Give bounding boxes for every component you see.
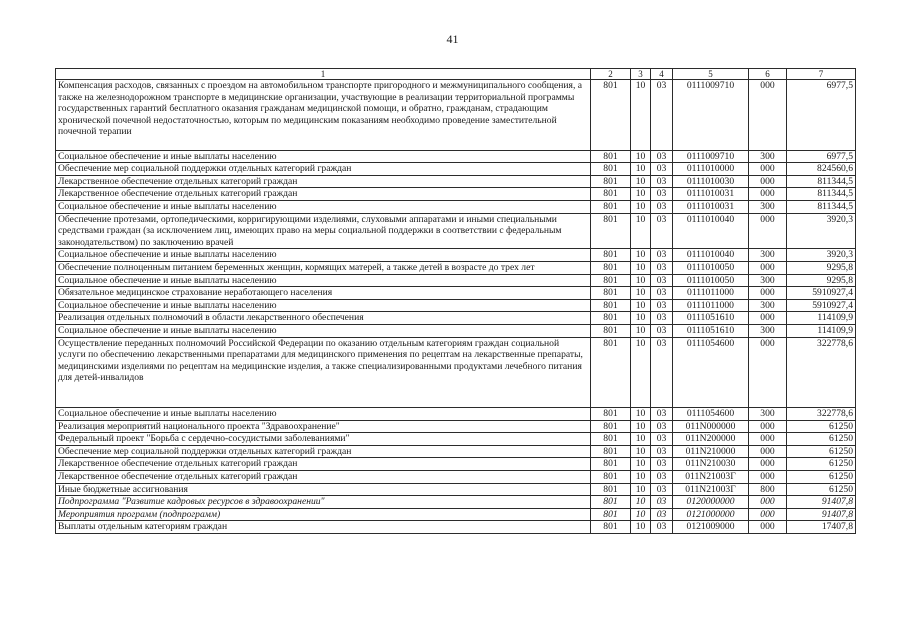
section-code-cell: 10 — [631, 80, 651, 151]
amount-cell: 3920,3 — [787, 249, 856, 262]
table-row — [56, 312, 856, 325]
amount-cell: 61250 — [787, 433, 856, 446]
table-row — [56, 175, 856, 188]
item-name-cell: Социальное обеспечение и иные выплаты населению — [56, 200, 591, 213]
section-code-cell: 10 — [631, 521, 651, 534]
section-code-cell: 10 — [631, 150, 651, 163]
department-code-cell: 801 — [591, 433, 631, 446]
item-name-cell: Лекарственное обеспечение отдельных категорий граждан — [56, 175, 591, 188]
department-code-cell: 801 — [591, 496, 631, 509]
amount-cell: 322778,6 — [787, 408, 856, 421]
expense-type-cell: 000 — [749, 496, 787, 509]
item-name-cell: Лекарственное обеспечение отдельных категорий граждан — [56, 458, 591, 471]
target-article-cell: 0121000000 — [673, 508, 749, 521]
subsection-code-cell: 03 — [651, 188, 673, 201]
department-code-cell: 801 — [591, 249, 631, 262]
section-code-cell: 10 — [631, 312, 651, 325]
amount-cell: 6977,5 — [787, 150, 856, 163]
expense-type-cell: 000 — [749, 163, 787, 176]
item-name-cell: Компенсация расходов, связанных с проездом на автомобильном транспорте пригородного и межмуниципального сообщения, а также на железнодорожном транспорте в медицинские организации, участвующие в реализации территориальной программы государственных гарантий бесплатного оказания гражданам медицинской помощи, и обратно, гражданам, страдающим хронической почечной недостаточностью, которым по медицинским показаниям необходимо проведение заместительной почечной терапии — [56, 80, 591, 151]
target-article-cell: 0111010031 — [673, 200, 749, 213]
section-code-cell: 10 — [631, 445, 651, 458]
subsection-code-cell: 03 — [651, 274, 673, 287]
department-code-cell: 801 — [591, 213, 631, 249]
expense-type-cell: 000 — [749, 420, 787, 433]
expense-type-cell: 300 — [749, 150, 787, 163]
subsection-code-cell: 03 — [651, 261, 673, 274]
amount-cell: 61250 — [787, 471, 856, 484]
expense-type-cell: 000 — [749, 80, 787, 151]
header-cell: 4 — [651, 69, 673, 80]
item-name-cell: Социальное обеспечение и иные выплаты населению — [56, 249, 591, 262]
table-row — [56, 337, 856, 408]
department-code-cell: 801 — [591, 163, 631, 176]
amount-cell: 9295,8 — [787, 274, 856, 287]
target-article-cell: 0111009710 — [673, 80, 749, 151]
subsection-code-cell: 03 — [651, 299, 673, 312]
amount-cell: 811344,5 — [787, 175, 856, 188]
target-article-cell: 0111010030 — [673, 175, 749, 188]
department-code-cell: 801 — [591, 150, 631, 163]
amount-cell: 6977,5 — [787, 80, 856, 151]
subsection-code-cell: 03 — [651, 483, 673, 496]
target-article-cell: 0111010040 — [673, 249, 749, 262]
section-code-cell: 10 — [631, 337, 651, 408]
department-code-cell: 801 — [591, 287, 631, 300]
item-name-cell: Социальное обеспечение и иные выплаты населению — [56, 150, 591, 163]
target-article-cell: 0111054600 — [673, 337, 749, 408]
section-code-cell: 10 — [631, 200, 651, 213]
department-code-cell: 801 — [591, 420, 631, 433]
subsection-code-cell: 03 — [651, 420, 673, 433]
subsection-code-cell: 03 — [651, 175, 673, 188]
section-code-cell: 10 — [631, 458, 651, 471]
subsection-code-cell: 03 — [651, 80, 673, 151]
amount-cell: 61250 — [787, 445, 856, 458]
item-name-cell: Социальное обеспечение и иные выплаты населению — [56, 274, 591, 287]
target-article-cell: 011N210000 — [673, 445, 749, 458]
expense-type-cell: 800 — [749, 483, 787, 496]
amount-cell: 17407,8 — [787, 521, 856, 534]
department-code-cell: 801 — [591, 324, 631, 337]
target-article-cell: 0111010040 — [673, 213, 749, 249]
target-article-cell: 0111010000 — [673, 163, 749, 176]
table-row — [56, 483, 856, 496]
expense-type-cell: 000 — [749, 508, 787, 521]
subsection-code-cell: 03 — [651, 445, 673, 458]
expense-type-cell: 300 — [749, 299, 787, 312]
table-row — [56, 188, 856, 201]
expense-type-cell: 000 — [749, 433, 787, 446]
table-body — [56, 80, 856, 534]
amount-cell: 824560,6 — [787, 163, 856, 176]
amount-cell: 9295,8 — [787, 261, 856, 274]
section-code-cell: 10 — [631, 261, 651, 274]
page-number: 41 — [446, 32, 459, 46]
table-row — [56, 324, 856, 337]
department-code-cell: 801 — [591, 312, 631, 325]
table-row — [56, 80, 856, 151]
section-code-cell: 10 — [631, 324, 651, 337]
amount-cell: 61250 — [787, 420, 856, 433]
department-code-cell: 801 — [591, 508, 631, 521]
amount-cell: 114109,9 — [787, 312, 856, 325]
target-article-cell: 0111011000 — [673, 287, 749, 300]
target-article-cell: 011N000000 — [673, 420, 749, 433]
item-name-cell: Реализация отдельных полномочий в области лекарственного обеспечения — [56, 312, 591, 325]
amount-cell: 5910927,4 — [787, 287, 856, 300]
table-row — [56, 287, 856, 300]
table-row — [56, 261, 856, 274]
table-row — [56, 471, 856, 484]
subsection-code-cell: 03 — [651, 496, 673, 509]
expense-type-cell: 300 — [749, 249, 787, 262]
expense-type-cell: 000 — [749, 312, 787, 325]
item-name-cell: Социальное обеспечение и иные выплаты населению — [56, 324, 591, 337]
table-row — [56, 458, 856, 471]
department-code-cell: 801 — [591, 445, 631, 458]
amount-cell: 5910927,4 — [787, 299, 856, 312]
subsection-code-cell: 03 — [651, 471, 673, 484]
section-code-cell: 10 — [631, 483, 651, 496]
table-row — [56, 299, 856, 312]
item-name-cell: Подпрограмма "Развитие кадровых ресурсов в здравоохранении" — [56, 496, 591, 509]
department-code-cell: 801 — [591, 458, 631, 471]
subsection-code-cell: 03 — [651, 508, 673, 521]
section-code-cell: 10 — [631, 249, 651, 262]
table-row — [56, 150, 856, 163]
department-code-cell: 801 — [591, 80, 631, 151]
amount-cell: 322778,6 — [787, 337, 856, 408]
budget-table — [55, 68, 856, 534]
department-code-cell: 801 — [591, 299, 631, 312]
header-cell: 2 — [591, 69, 631, 80]
header-cell: 1 — [56, 69, 591, 80]
section-code-cell: 10 — [631, 496, 651, 509]
target-article-cell: 0111051610 — [673, 312, 749, 325]
section-code-cell: 10 — [631, 274, 651, 287]
expense-type-cell: 000 — [749, 287, 787, 300]
target-article-cell: 0111010050 — [673, 261, 749, 274]
subsection-code-cell: 03 — [651, 337, 673, 408]
amount-cell: 811344,5 — [787, 188, 856, 201]
department-code-cell: 801 — [591, 471, 631, 484]
item-name-cell: Социальное обеспечение и иные выплаты населению — [56, 299, 591, 312]
target-article-cell: 011N21003Г — [673, 483, 749, 496]
section-code-cell: 10 — [631, 299, 651, 312]
table-row — [56, 496, 856, 509]
target-article-cell: 0111051610 — [673, 324, 749, 337]
section-code-cell: 10 — [631, 175, 651, 188]
subsection-code-cell: 03 — [651, 163, 673, 176]
section-code-cell: 10 — [631, 163, 651, 176]
amount-cell: 3920,3 — [787, 213, 856, 249]
table-row — [56, 200, 856, 213]
subsection-code-cell: 03 — [651, 408, 673, 421]
subsection-code-cell: 03 — [651, 312, 673, 325]
table-row — [56, 408, 856, 421]
subsection-code-cell: 03 — [651, 287, 673, 300]
department-code-cell: 801 — [591, 521, 631, 534]
expense-type-cell: 000 — [749, 213, 787, 249]
item-name-cell: Социальное обеспечение и иные выплаты населению — [56, 408, 591, 421]
expense-type-cell: 000 — [749, 458, 787, 471]
table-row — [56, 163, 856, 176]
expense-type-cell: 300 — [749, 408, 787, 421]
target-article-cell: 011N200000 — [673, 433, 749, 446]
amount-cell: 811344,5 — [787, 200, 856, 213]
amount-cell: 61250 — [787, 458, 856, 471]
expense-type-cell: 000 — [749, 445, 787, 458]
department-code-cell: 801 — [591, 408, 631, 421]
item-name-cell: Обеспечение мер социальной поддержки отдельных категорий граждан — [56, 445, 591, 458]
target-article-cell: 0111009710 — [673, 150, 749, 163]
subsection-code-cell: 03 — [651, 458, 673, 471]
item-name-cell: Реализация мероприятий национального проекта "Здравоохранение" — [56, 420, 591, 433]
department-code-cell: 801 — [591, 200, 631, 213]
table-row — [56, 213, 856, 249]
expense-type-cell: 000 — [749, 175, 787, 188]
target-article-cell: 0111054600 — [673, 408, 749, 421]
item-name-cell: Обязательное медицинское страхование неработающего населения — [56, 287, 591, 300]
expense-type-cell: 000 — [749, 188, 787, 201]
section-code-cell: 10 — [631, 408, 651, 421]
amount-cell: 114109,9 — [787, 324, 856, 337]
subsection-code-cell: 03 — [651, 213, 673, 249]
target-article-cell: 011N21003Г — [673, 471, 749, 484]
table-row — [56, 420, 856, 433]
section-code-cell: 10 — [631, 508, 651, 521]
department-code-cell: 801 — [591, 261, 631, 274]
subsection-code-cell: 03 — [651, 433, 673, 446]
item-name-cell: Выплаты отдельным категориям граждан — [56, 521, 591, 534]
expense-type-cell: 000 — [749, 521, 787, 534]
header-cell: 3 — [631, 69, 651, 80]
subsection-code-cell: 03 — [651, 200, 673, 213]
item-name-cell: Лекарственное обеспечение отдельных категорий граждан — [56, 188, 591, 201]
table-row — [56, 508, 856, 521]
target-article-cell: 0111011000 — [673, 299, 749, 312]
expense-type-cell: 000 — [749, 471, 787, 484]
section-code-cell: 10 — [631, 433, 651, 446]
item-name-cell: Осуществление переданных полномочий Российской Федерации по оказанию отдельным категориям граждан социальной услуги по обеспечению лекарственными препаратами для медицинского применения по рецептам на лекарственные препараты, медицинскими изделиями по рецептам на медицинские изделия, а также специализированными продуктами лечебного питания для детей-инвалидов — [56, 337, 591, 408]
item-name-cell: Федеральный проект "Борьба с сердечно-сосудистыми заболеваниями" — [56, 433, 591, 446]
subsection-code-cell: 03 — [651, 249, 673, 262]
department-code-cell: 801 — [591, 483, 631, 496]
expense-type-cell: 300 — [749, 274, 787, 287]
section-code-cell: 10 — [631, 420, 651, 433]
section-code-cell: 10 — [631, 287, 651, 300]
target-article-cell: 0111010050 — [673, 274, 749, 287]
target-article-cell: 011N210030 — [673, 458, 749, 471]
target-article-cell: 0120000000 — [673, 496, 749, 509]
department-code-cell: 801 — [591, 337, 631, 408]
table-row — [56, 521, 856, 534]
expense-type-cell: 000 — [749, 261, 787, 274]
table-row — [56, 433, 856, 446]
expense-type-cell: 300 — [749, 324, 787, 337]
header-cell: 7 — [787, 69, 856, 80]
table-row — [56, 445, 856, 458]
subsection-code-cell: 03 — [651, 521, 673, 534]
item-name-cell: Обеспечение полноценным питанием беременных женщин, кормящих матерей, а также детей в возрасте до трех лет — [56, 261, 591, 274]
item-name-cell: Обеспечение протезами, ортопедическими, корригирующими изделиями, слуховыми аппаратами и иными специальными средствами граждан (за исключением лиц, имеющих право на меры социальной поддержки в соответствии с федеральным законодательством) по заключению врачей — [56, 213, 591, 249]
department-code-cell: 801 — [591, 175, 631, 188]
amount-cell: 91407,8 — [787, 508, 856, 521]
section-code-cell: 10 — [631, 213, 651, 249]
target-article-cell: 0121009000 — [673, 521, 749, 534]
section-code-cell: 10 — [631, 188, 651, 201]
table-row — [56, 249, 856, 262]
department-code-cell: 801 — [591, 274, 631, 287]
amount-cell: 91407,8 — [787, 496, 856, 509]
expense-type-cell: 000 — [749, 337, 787, 408]
header-cell: 6 — [749, 69, 787, 80]
amount-cell: 61250 — [787, 483, 856, 496]
section-code-cell: 10 — [631, 471, 651, 484]
table-row — [56, 274, 856, 287]
expense-type-cell: 300 — [749, 200, 787, 213]
subsection-code-cell: 03 — [651, 150, 673, 163]
item-name-cell: Мероприятия программ (подпрограмм) — [56, 508, 591, 521]
table-header-row — [56, 69, 856, 80]
item-name-cell: Лекарственное обеспечение отдельных категорий граждан — [56, 471, 591, 484]
item-name-cell: Обеспечение мер социальной поддержки отдельных категорий граждан — [56, 163, 591, 176]
target-article-cell: 0111010031 — [673, 188, 749, 201]
department-code-cell: 801 — [591, 188, 631, 201]
subsection-code-cell: 03 — [651, 324, 673, 337]
header-cell: 5 — [673, 69, 749, 80]
item-name-cell: Иные бюджетные ассигнования — [56, 483, 591, 496]
